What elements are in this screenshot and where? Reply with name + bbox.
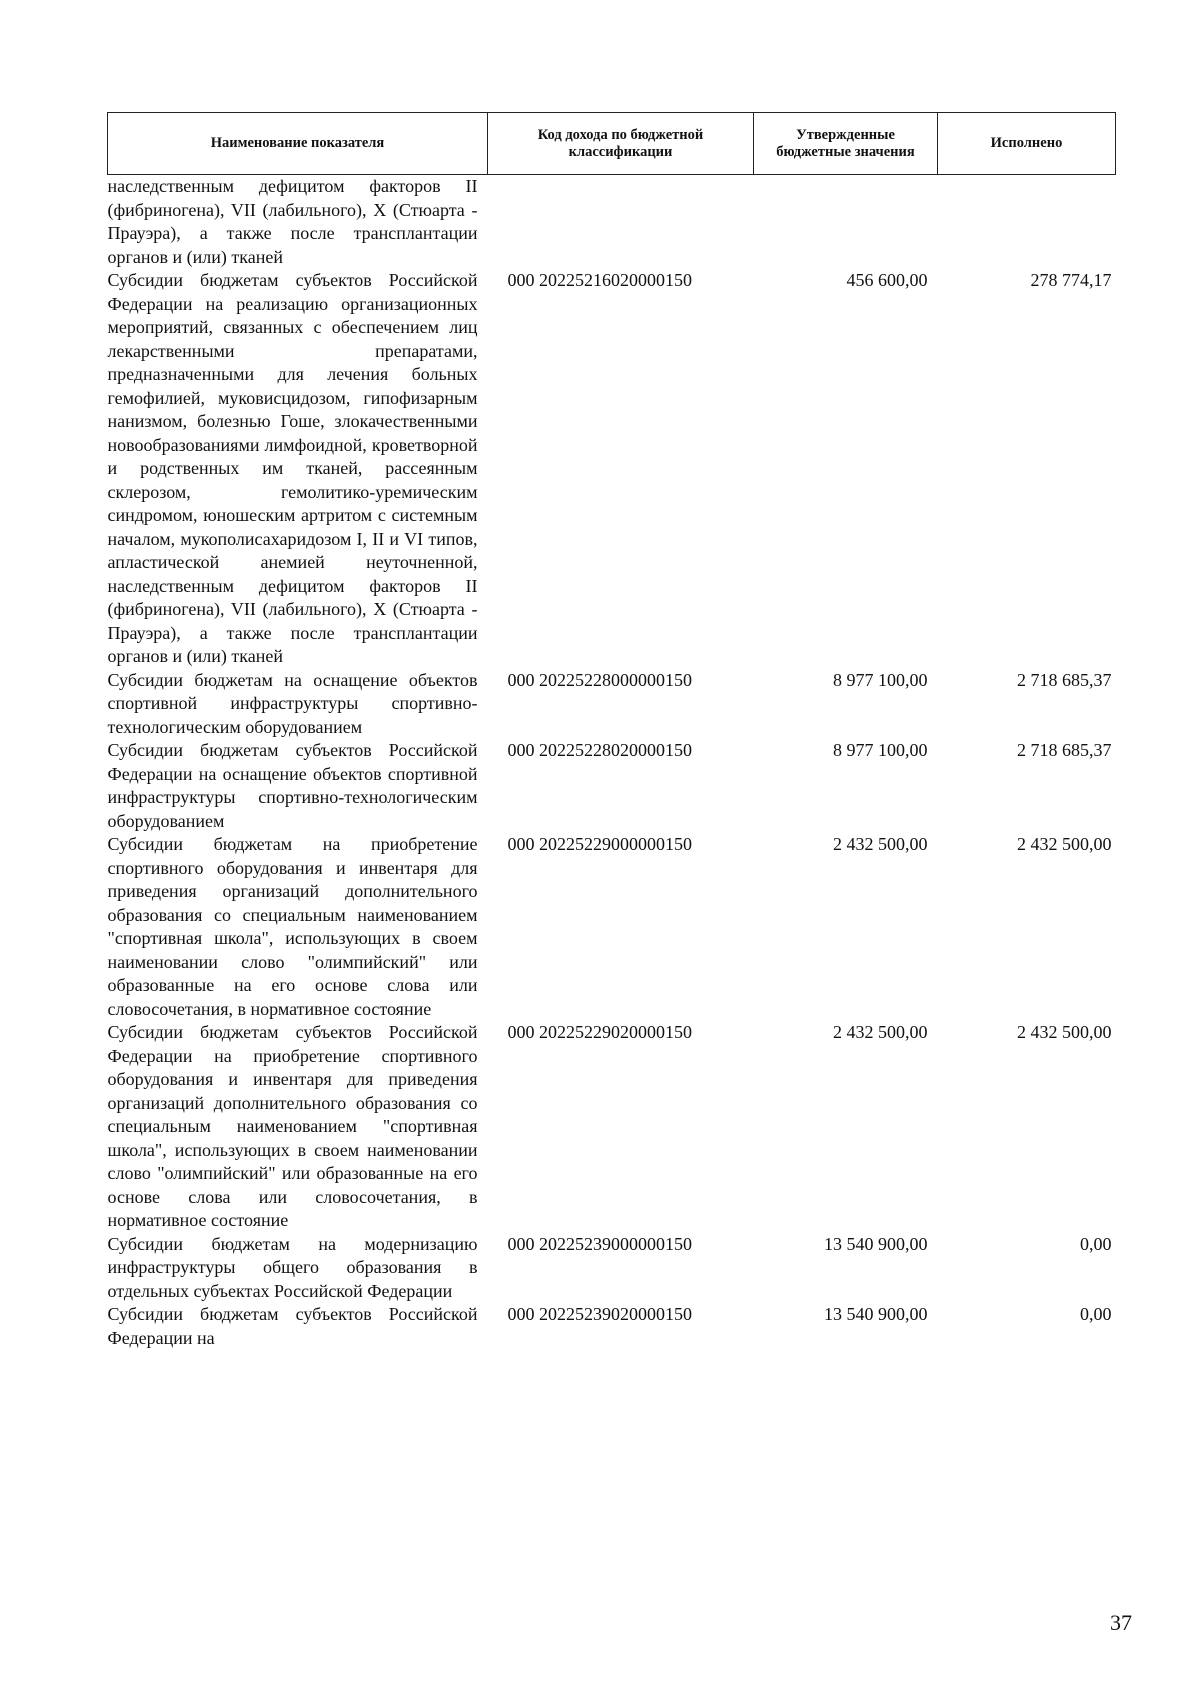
row-code: 000 20225229000000150	[507, 834, 692, 854]
header-executed: Исполнено	[938, 113, 1116, 175]
row-code	[488, 175, 754, 270]
row-approved: 8 977 100,00	[833, 740, 928, 760]
page-number: 37	[1110, 1610, 1132, 1635]
row-name: Субсидии бюджетам на приобретение спортивного оборудования и инвентаря для приведения организаций дополнительного образования со специальным наименованием "спортивная школа", использующих в своем наименовании слово "олимпийский" или образованные на его основе слова или словосочетания, в нормативное состояние	[107, 834, 478, 1019]
table-row	[108, 175, 1116, 270]
table-row	[108, 833, 1116, 1021]
table-header	[108, 113, 1116, 175]
row-approved: 456 600,00	[846, 270, 928, 290]
row-name: Субсидии бюджетам субъектов Российской Федерации на приобретение спортивного оборудования и инвентаря для приведения организаций дополнительного образования со специальным наименованием "спортивная школа", использующих в своем наименовании слово "олимпийский" или образованные на его основе слова или словосочетания, в нормативное состояние	[107, 1022, 478, 1230]
table-body	[108, 175, 1116, 1351]
header-approved: Утвержденные бюджетные значения	[754, 113, 938, 175]
row-approved: 13 540 900,00	[824, 1304, 928, 1324]
row-executed	[938, 175, 1116, 270]
header-code: Код дохода по бюджетной классификации	[488, 113, 754, 175]
row-executed: 2 718 685,37	[1017, 740, 1112, 760]
row-name: Субсидии бюджетам субъектов Российской Федерации на реализацию организационных мероприятий, связанных с обеспечением лиц лекарственными препаратами, предназначенными для лечения больных гемофилией, муковисцидозом, гипофизарным нанизмом, болезнью Гоше, злокачественными новообразованиями лимфоидной, кроветворной и родственных им тканей, рассеянным склерозом, гемолитико-уремическим синдромом, юношеским артритом с системным началом, мукополисахаридозом I, II и VI типов, апластической анемией неуточненной, наследственным дефицитом факторов II (фибриногена), VII (лабильного), X (Стюарта - Прауэра), а также после трансплантации органов и (или) тканей	[107, 270, 478, 666]
row-approved: 13 540 900,00	[824, 1233, 928, 1254]
row-executed: 2 432 500,00	[1017, 834, 1112, 854]
row-name: Субсидии бюджетам на оснащение объектов спортивной инфраструктуры спортивно-технологическим оборудованием	[107, 669, 478, 737]
row-approved: 8 977 100,00	[833, 669, 928, 690]
row-approved: 2 432 500,00	[833, 1022, 928, 1042]
header-name: Наименование показателя	[108, 113, 488, 175]
row-executed: 278 774,17	[1030, 270, 1112, 290]
row-code: 000 20225239020000150	[507, 1304, 692, 1324]
table-row	[108, 669, 1116, 740]
row-code: 000 20225228020000150	[507, 740, 692, 760]
row-executed: 0,00	[1080, 1233, 1112, 1254]
row-name: Субсидии бюджетам субъектов Российской Федерации на	[107, 1304, 478, 1348]
row-name: Субсидии бюджетам субъектов Российской Федерации на оснащение объектов спортивной инфраструктуры спортивно-технологическим оборудованием	[107, 740, 478, 831]
row-name: Субсидии бюджетам на модернизацию инфраструктуры общего образования в отдельных субъектах Российской Федерации	[107, 1233, 478, 1301]
budget-income-table	[107, 112, 1116, 1350]
table-row	[108, 269, 1116, 669]
row-executed: 0,00	[1080, 1304, 1112, 1324]
row-code: 000 20225229020000150	[507, 1022, 692, 1042]
row-code: 000 20225216020000150	[507, 270, 692, 290]
row-code: 000 20225228000000150	[507, 669, 692, 690]
row-approved	[754, 175, 938, 270]
row-executed: 2 718 685,37	[1017, 669, 1112, 690]
row-name: наследственным дефицитом факторов II (фибриногена), VII (лабильного), X (Стюарта - Прауэра), а также после трансплантации органов и (или) тканей	[107, 176, 478, 267]
table-row	[108, 1021, 1116, 1233]
row-approved: 2 432 500,00	[833, 834, 928, 854]
table-row	[108, 1303, 1116, 1350]
row-code: 000 20225239000000150	[507, 1233, 692, 1254]
table-row	[108, 739, 1116, 833]
table-row	[108, 1233, 1116, 1304]
row-executed: 2 432 500,00	[1017, 1022, 1112, 1042]
